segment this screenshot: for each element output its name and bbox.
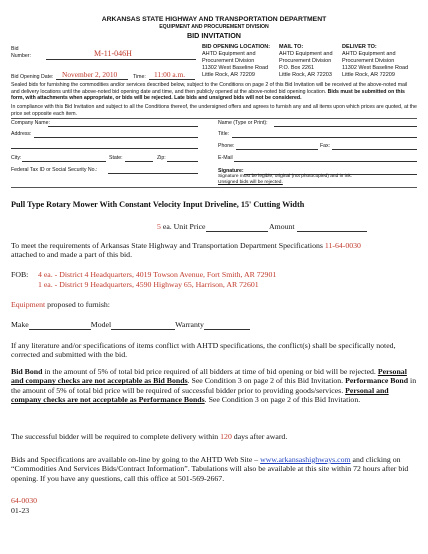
amount-field[interactable]	[297, 222, 367, 232]
fob-line-2: 1 ea. - District 9 Headquarters, 4590 Highway 65, Harrison, AR 72601	[38, 280, 259, 289]
item-title: Pull Type Rotary Mower With Constant Velocity Input Driveline, 15' Cutting Width	[11, 200, 305, 209]
amount-label: Amount	[267, 222, 297, 231]
deliver-to-address	[342, 44, 420, 79]
bid-label: Bid	[11, 46, 19, 52]
see-condition-1: . See Condition 3 on page 2 of this Bid Invitation.	[187, 376, 344, 386]
signature-note	[218, 174, 352, 185]
warranty-field[interactable]	[204, 320, 250, 330]
address-line: P.O. Box 2261	[279, 65, 315, 71]
performance-bond-text: in the amount of 5% of total bid price will be required of successful bidder prior to providing goods/services.	[11, 376, 417, 395]
page-title: BID INVITATION	[186, 31, 242, 40]
bid-bond-checks-warning: Personal and company checks are not acceptable as Bid Bonds	[11, 367, 407, 386]
mail-to-address	[279, 44, 341, 79]
quantity-value: 5	[157, 222, 161, 231]
signature-note-line-2: Unsigned bids will be rejected.	[218, 179, 283, 185]
bid-number-label: Number:	[11, 53, 31, 59]
mail-to-label: MAIL TO:	[279, 44, 304, 50]
deliver-to-label: DELIVER TO:	[342, 44, 377, 50]
instructions-paragraph	[11, 82, 417, 102]
address-line: Little Rock, AR 72209	[202, 72, 255, 78]
footer-code: 64-0030	[11, 496, 37, 505]
quantity-unit-price-label: ea. Unit Price	[160, 222, 206, 231]
address-label: Address:	[11, 131, 32, 137]
name-label: Name (Type or Print):	[218, 120, 268, 126]
city-field[interactable]	[22, 155, 106, 162]
time-label: Time:	[133, 74, 146, 80]
fob-label: FOB:	[11, 270, 29, 279]
performance-bond-checks-warning: Personal and company checks are not acceptable as Performance Bonds	[11, 385, 389, 405]
proposed-label: proposed to furnish:	[45, 300, 110, 309]
online-text-2: and clicking on “Commodities And Services Bids/Contract Information”. Tabulations will also be available at this site within 72 hours after bid opening. If you have any questions, call this office at 501-569-2667.	[11, 455, 409, 483]
address-field[interactable]	[34, 131, 198, 138]
online-text: Bids and Specifications are available on-line by going to the AHTD Web Site –	[11, 455, 261, 464]
fax-label: Fax:	[320, 143, 331, 149]
zip-field[interactable]	[167, 155, 198, 162]
warranty-label: Warranty	[175, 320, 204, 329]
company-name-label: Company Name:	[11, 120, 50, 126]
bid-opening-location-label: BID OPENING LOCATION:	[202, 44, 271, 50]
compliance-paragraph: In compliance with this Bid Invitation and subject to all the Conditions thereof, the undersigned offers and agrees to furnish any and all items upon which prices are quoted, at the price set opposite each item.	[11, 104, 417, 117]
state-field[interactable]	[125, 155, 153, 162]
bid-opening-date-value: November 2, 2010	[62, 70, 118, 79]
unit-price-field[interactable]	[206, 222, 268, 232]
address-line: AHTD Equipment and	[342, 51, 396, 57]
zip-label: Zip:	[157, 155, 166, 161]
address-line: Procurement Division	[202, 58, 255, 64]
bid-bond-text: in the amount of 5% of total bid price required of all bidders at time of bid opening or bid will be rejected.	[42, 367, 376, 376]
signature-note-line-1: Signature must be legible, original (not photocopied) and in ink.	[218, 174, 353, 179]
email-field[interactable]	[234, 155, 417, 162]
signature-label: Signature:	[218, 168, 244, 174]
bid-number-value: M-11-046H	[94, 49, 132, 58]
email-label: E-Mail	[218, 155, 233, 161]
equipment-line	[11, 300, 110, 309]
bid-number-field[interactable]	[46, 51, 196, 60]
instructions-text: Sealed bids for furnishing the commodities and/or services described below, subject to the Conditions on page 2 of this Bid Invitation will be received at the above-noted mail and delivery locations until the above-noted bid opening date and time, and then publicly opened at the above-noted bid opening location.	[11, 82, 408, 95]
federal-tax-label: Federal Tax ID or Social Security No.:	[11, 167, 98, 173]
spec-text: To meet the requirements of Arkansas State Highway and Transportation Department Specifications	[11, 241, 325, 250]
department-title: ARKANSAS STATE HIGHWAY AND TRANSPORTATION DEPARTMENT	[101, 16, 327, 23]
make-model-warranty-line	[11, 320, 250, 330]
delivery-text: The successful bidder will be required to complete delivery within	[11, 432, 221, 441]
bid-bond-label: Bid Bond	[11, 367, 43, 376]
address-line: 11302 West Baseline Road	[202, 65, 269, 71]
see-condition-2: . See Condition 3 on page 2 of this Bid Invitation.	[204, 395, 361, 405]
time-field[interactable]	[149, 71, 195, 80]
equipment-label: Equipment	[11, 300, 46, 309]
phone-label: Phone:	[218, 143, 235, 149]
model-field[interactable]	[111, 320, 175, 330]
delivery-paragraph	[11, 432, 287, 441]
bid-opening-location	[202, 44, 277, 79]
division-title: EQUIPMENT AND PROCUREMENT DIVISION	[159, 24, 269, 30]
phone-field[interactable]	[236, 143, 318, 150]
fax-field[interactable]	[332, 143, 417, 150]
model-label: Model	[90, 320, 112, 329]
state-label: State:	[109, 155, 123, 161]
bonds-paragraph	[11, 367, 417, 405]
specifications-paragraph	[11, 241, 417, 260]
spec-number: 11-64-0030	[324, 241, 361, 250]
make-label: Make	[11, 320, 29, 329]
address-line: Procurement Division	[279, 58, 332, 64]
title-field[interactable]	[232, 131, 417, 138]
title-label: Title:	[218, 131, 230, 137]
website-link[interactable]: www.arkansashighways.com	[260, 455, 351, 464]
address-line-2-field[interactable]	[11, 142, 198, 149]
address-line: Procurement Division	[342, 58, 395, 64]
address-line: Little Rock, AR 72209	[342, 72, 395, 78]
performance-bond-label: Performance Bond	[345, 376, 409, 386]
instructions-warning: Bids must be submitted on this form, with attachments when appropriate, or bids will be rejected. Late bids and unsigned bids will not be considered.	[11, 88, 405, 101]
address-line: Little Rock, AR 72203	[279, 72, 332, 78]
address-line: AHTD Equipment and	[279, 51, 333, 57]
federal-tax-field[interactable]	[108, 167, 198, 174]
fob-line-1: 4 ea. - District 4 Headquarters, 4019 Towson Avenue, Fort Smith, AR 72901	[38, 270, 277, 279]
company-name-field[interactable]	[48, 120, 198, 127]
address-line: AHTD Equipment and	[202, 51, 256, 57]
price-line	[157, 222, 367, 232]
delivery-text-2: days after award.	[231, 432, 288, 441]
footer-date: 01-23	[11, 506, 30, 515]
name-field[interactable]	[274, 120, 417, 127]
delivery-days: 120	[220, 432, 232, 441]
make-field[interactable]	[29, 320, 91, 330]
time-value: 11:00 a.m.	[154, 70, 186, 79]
bid-opening-date-field[interactable]	[56, 71, 128, 80]
online-paragraph	[11, 455, 417, 483]
literature-paragraph: If any literature and/or specifications of items conflict with AHTD specifications, the conflict(s) shall be specifically noted, corrected and submitted with the bid.	[11, 341, 396, 360]
bid-opening-date-label: Bid Opening Date:	[11, 74, 54, 80]
city-label: City:	[11, 155, 22, 161]
spec-text-2: attached to and made a part of this bid.	[11, 250, 133, 260]
address-line: 11302 West Baseline Road	[342, 65, 409, 71]
